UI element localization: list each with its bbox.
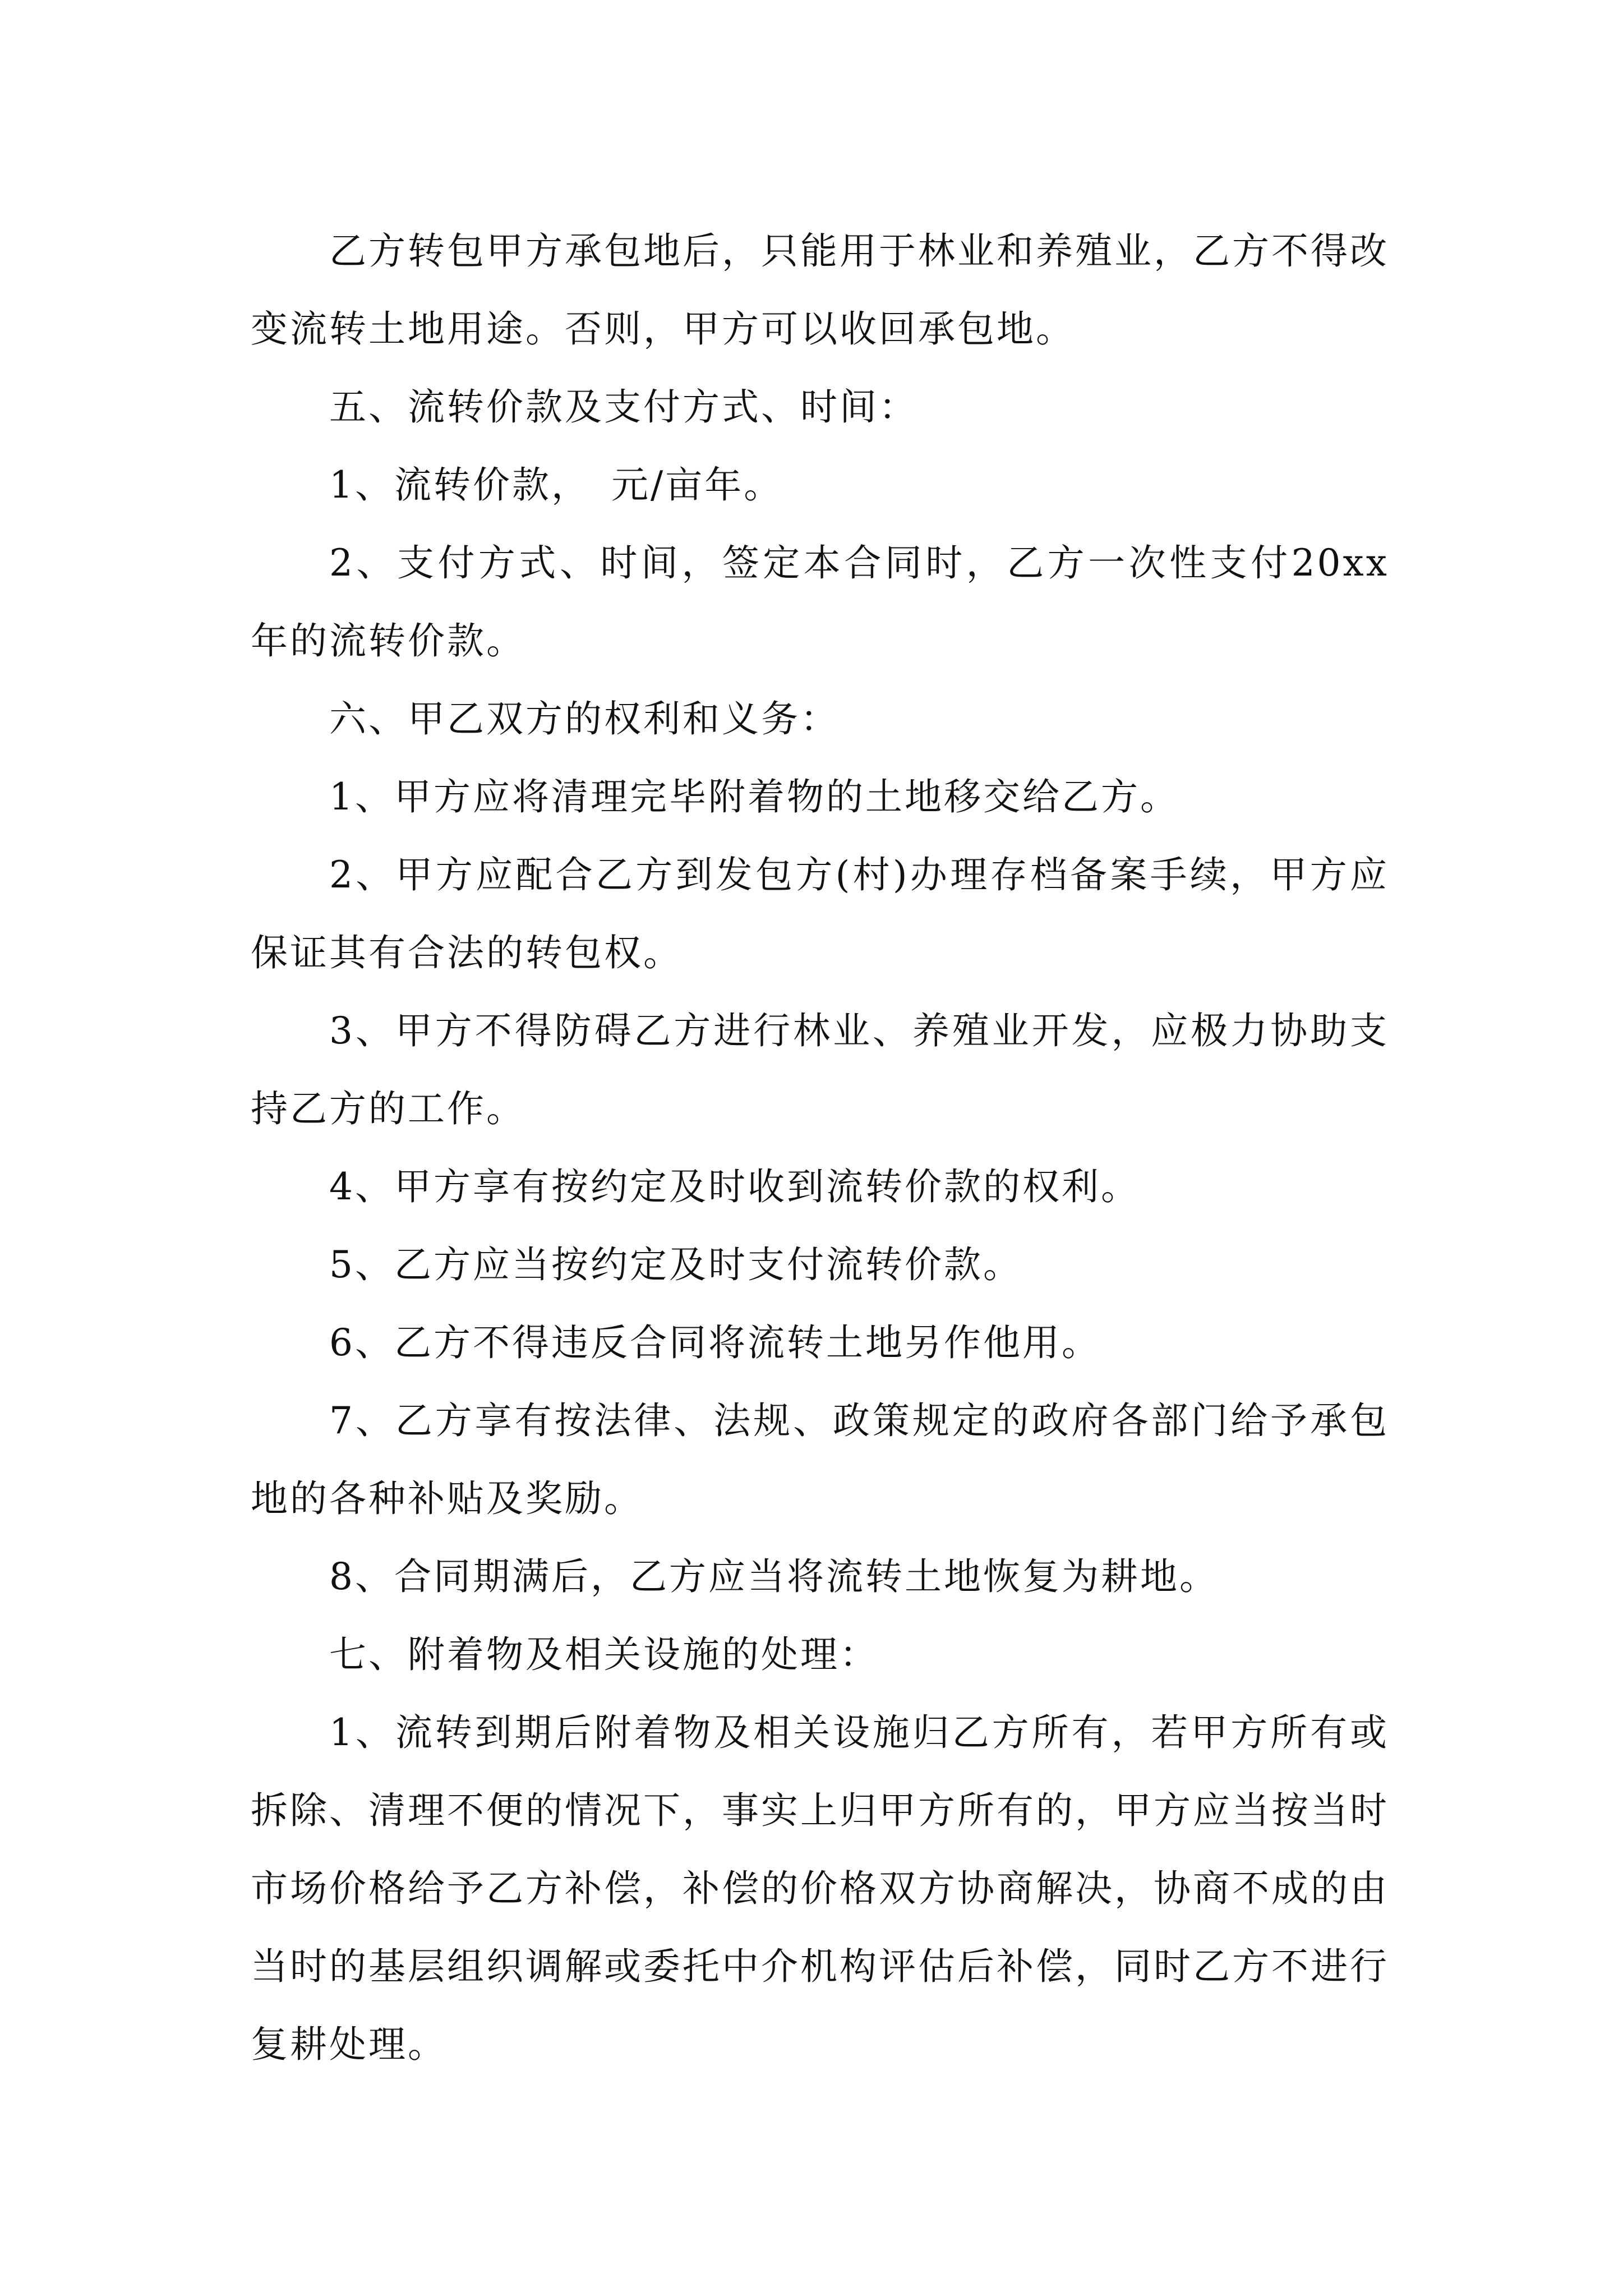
paragraph-6-2: 2、甲方应配合乙方到发包方(村)办理存档备案手续，甲方应保证其有合法的转包权。 — [251, 853, 1389, 974]
paragraph-6-3: 3、甲方不得防碍乙方进行林业、养殖业开发，应极力协助支持乙方的工作。 — [251, 1009, 1389, 1130]
paragraph-5-1-price: 1、流转价款， 元/亩年。 — [329, 463, 783, 507]
paragraph-6-8: 8、合同期满后，乙方应当将流转土地恢复为耕地。 — [329, 1555, 1219, 1598]
paragraph-6-5: 5、乙方应当按约定及时支付流转价款。 — [329, 1243, 1022, 1286]
paragraph-6-1: 1、甲方应将清理完毕附着物的土地移交给乙方。 — [329, 775, 1179, 818]
heading-section-6-rights-duties: 六、甲乙双方的权利和义务： — [329, 697, 840, 740]
paragraph-5-2-payment-method: 2、支付方式、时间，签定本合同时，乙方一次性支付20xx年的流转价款。 — [251, 541, 1389, 662]
paragraph-6-4: 4、甲方享有按约定及时收到流转价款的权利。 — [329, 1165, 1140, 1208]
paragraph-7-1: 1、流转到期后附着物及相关设施归乙方所有，若甲方所有或拆除、清理不便的情况下，事实上归甲方所有的，甲方应当按当时市场价格给予乙方补偿，补偿的价格双方协商解决，协商不成的由当时的基层组织调解或委托中介机构评估后补偿，同时乙方不进行复耕处理。 — [251, 1711, 1389, 2066]
paragraph-land-use-restriction: 乙方转包甲方承包地后，只能用于林业和养殖业，乙方不得改变流转土地用途。否则，甲方可以收回承包地。 — [251, 229, 1389, 351]
document-body — [251, 212, 1389, 2083]
paragraph-6-6: 6、乙方不得违反合同将流转土地另作他用。 — [329, 1321, 1101, 1364]
heading-section-7-attachments: 七、附着物及相关设施的处理： — [329, 1633, 879, 1676]
paragraph-6-7: 7、乙方享有按法律、法规、政策规定的政府各部门给予承包地的各种补贴及奖励。 — [251, 1399, 1389, 1520]
heading-section-5-payment: 五、流转价款及支付方式、时间： — [329, 385, 918, 429]
